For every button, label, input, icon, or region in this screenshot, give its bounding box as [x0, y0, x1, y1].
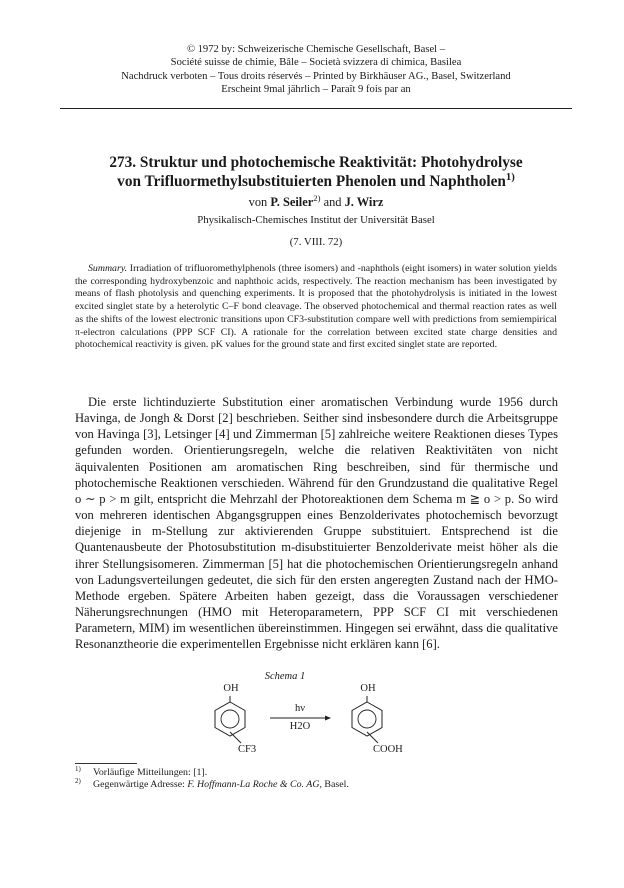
title-line-1: 273. Struktur und photochemische Reaktivität: Photohydrolyse [109, 154, 523, 171]
summary-label: Summary. [88, 263, 128, 274]
footnote-1: $^{1)}$ Vorläufige Mitteilungen: [1]. [75, 765, 208, 778]
author-wirz: J. Wirz [344, 195, 384, 209]
header-rule [60, 108, 572, 109]
article-title [60, 154, 572, 191]
footnote-rule [75, 763, 137, 764]
cooh-label: COOH [373, 744, 403, 755]
aromatic-circle-left [221, 710, 239, 728]
author-seiler: P. Seiler [270, 195, 314, 209]
copyright-line: © 1972 by: Schweizerische Chemische Gesellschaft, Basel – [186, 44, 446, 55]
journal-header [60, 43, 572, 97]
bond-cf3 [230, 732, 241, 743]
society-line: Société suisse de chimie, Bâle – Società svizzera di chimica, Basilea [170, 57, 462, 69]
frequency-line: Erscheint 9mal jährlich – Paraît 9 fois par an [221, 84, 411, 96]
summary-block [75, 263, 557, 352]
body-text [75, 394, 558, 653]
oh-label-right: OH [360, 683, 376, 694]
received-date: (7. VIII. 72) [289, 236, 343, 248]
benzene-ring-left [215, 702, 245, 736]
printer-line: Nachdruck verboten – Tous droits réservés – Printed by Birkhäuser AG., Basel, Switzerland [121, 70, 511, 82]
title-line-2: von Trifluormethylsubstituierten Phenolen und Naphtholen$^{1)}$ [117, 170, 515, 190]
summary-text: Irradiation of trifluoromethylphenols (three isomers) and -naphthols (eight isomers) in water solution yields the corresponding hydroxybenzoic and naphthoic acids, respectively. The reaction mechanism has been investigated by means of flash photolysis and quenching experiments. It is proposed that the photohydrolysis is initiated in the lowest excited singlet state by a heterolytic C–F bond cleavage. The observed photochemical and thermal reaction rates as well as the shifts of the lowest electronic transitions upon CF3-substitution compare well with predictions from semiempirical π-electron calculations (PPP SCF CI). A rationale for the correlation between excited state charge densities and photochemical reactivity is given. pK values for the ground state and first excited singlet state are reported. [75, 263, 557, 351]
author-line: von P. Seiler$^{2)}$ and J. Wirz [248, 192, 384, 209]
arrow-bottom-label: H2O [289, 721, 311, 732]
cf3-label: CF3 [238, 744, 257, 755]
bond-cooh [367, 732, 378, 743]
oh-label-left: OH [223, 683, 239, 694]
aromatic-circle-right [358, 710, 376, 728]
institute: Physikalisch-Chemisches Institut der Universität Basel [197, 214, 435, 226]
reaction-arrow-head [325, 716, 331, 721]
benzene-ring-right [352, 702, 382, 736]
arrow-top-label: hν [295, 703, 305, 714]
body-paragraph-1: Die erste lichtinduzierte Substitution einer aromatischen Verbindung wurde 1956 durch Havinga, de Jongh & Dorst [2] beschrieben. Seither sind insbesondere durch die Arbeitsgruppe von Havinga [3], Letsinger [4] und Zimmerman [5] zahlreiche weitere Reaktionen dieses Types gefunden worden. Orientierungsregeln, welche die relativen Reaktivitäten von nicht äquivalenten Positionen am aromatischen Ring beschreiben, sind für thermische und photochemische Reaktionen verschieden. Während für den Grundzustand die qualitative Regel o ∼ p > m gilt, entspricht die Mehrzahl der Photoreaktionen dem Schema m ≧ o > p. So wird von mehreren identischen Abgangsgruppen eines Benzolderivates photochemisch bevorzugt diejenige in m-Stellung zur aktivierenden Gruppe substituiert. Entsprechend ist die Quantenausbeute der Photosubstitution m-disubstituierter Benzolderivate meist höher als die ihrer Stellungsisomeren. Zimmerman [5] hat die photochemischen Orientierungsregeln anhand von Ladungsverteilungen gedeutet, die sich für den ersten angeregten Zustand nach der HMO-Methode ergeben. Spätere Arbeiten haben gezeigt, dass die Voraussagen verschiedener Näherungsrechnungen (HMO mit Heteroparametern, PPP SCF CI mit verschiedenen Parametern, MIM) im wesentlichen übereinstimmen. Hingegen sei erwähnt, dass die qualitative Resonanztheorie die experimentellen Ergebnisse nicht erklären kann [6]. [75, 395, 558, 652]
author-footnote-mark: 2) [313, 192, 321, 203]
footnotes [75, 767, 558, 792]
scheme-title: Schema 1 [264, 671, 306, 682]
title-footnote-mark: 1) [505, 170, 515, 183]
footnote-2: $^{2)}$ Gegenwärtige Adresse: F. Hoffmann-La Roche & Co. AG, Basel. [75, 778, 349, 791]
